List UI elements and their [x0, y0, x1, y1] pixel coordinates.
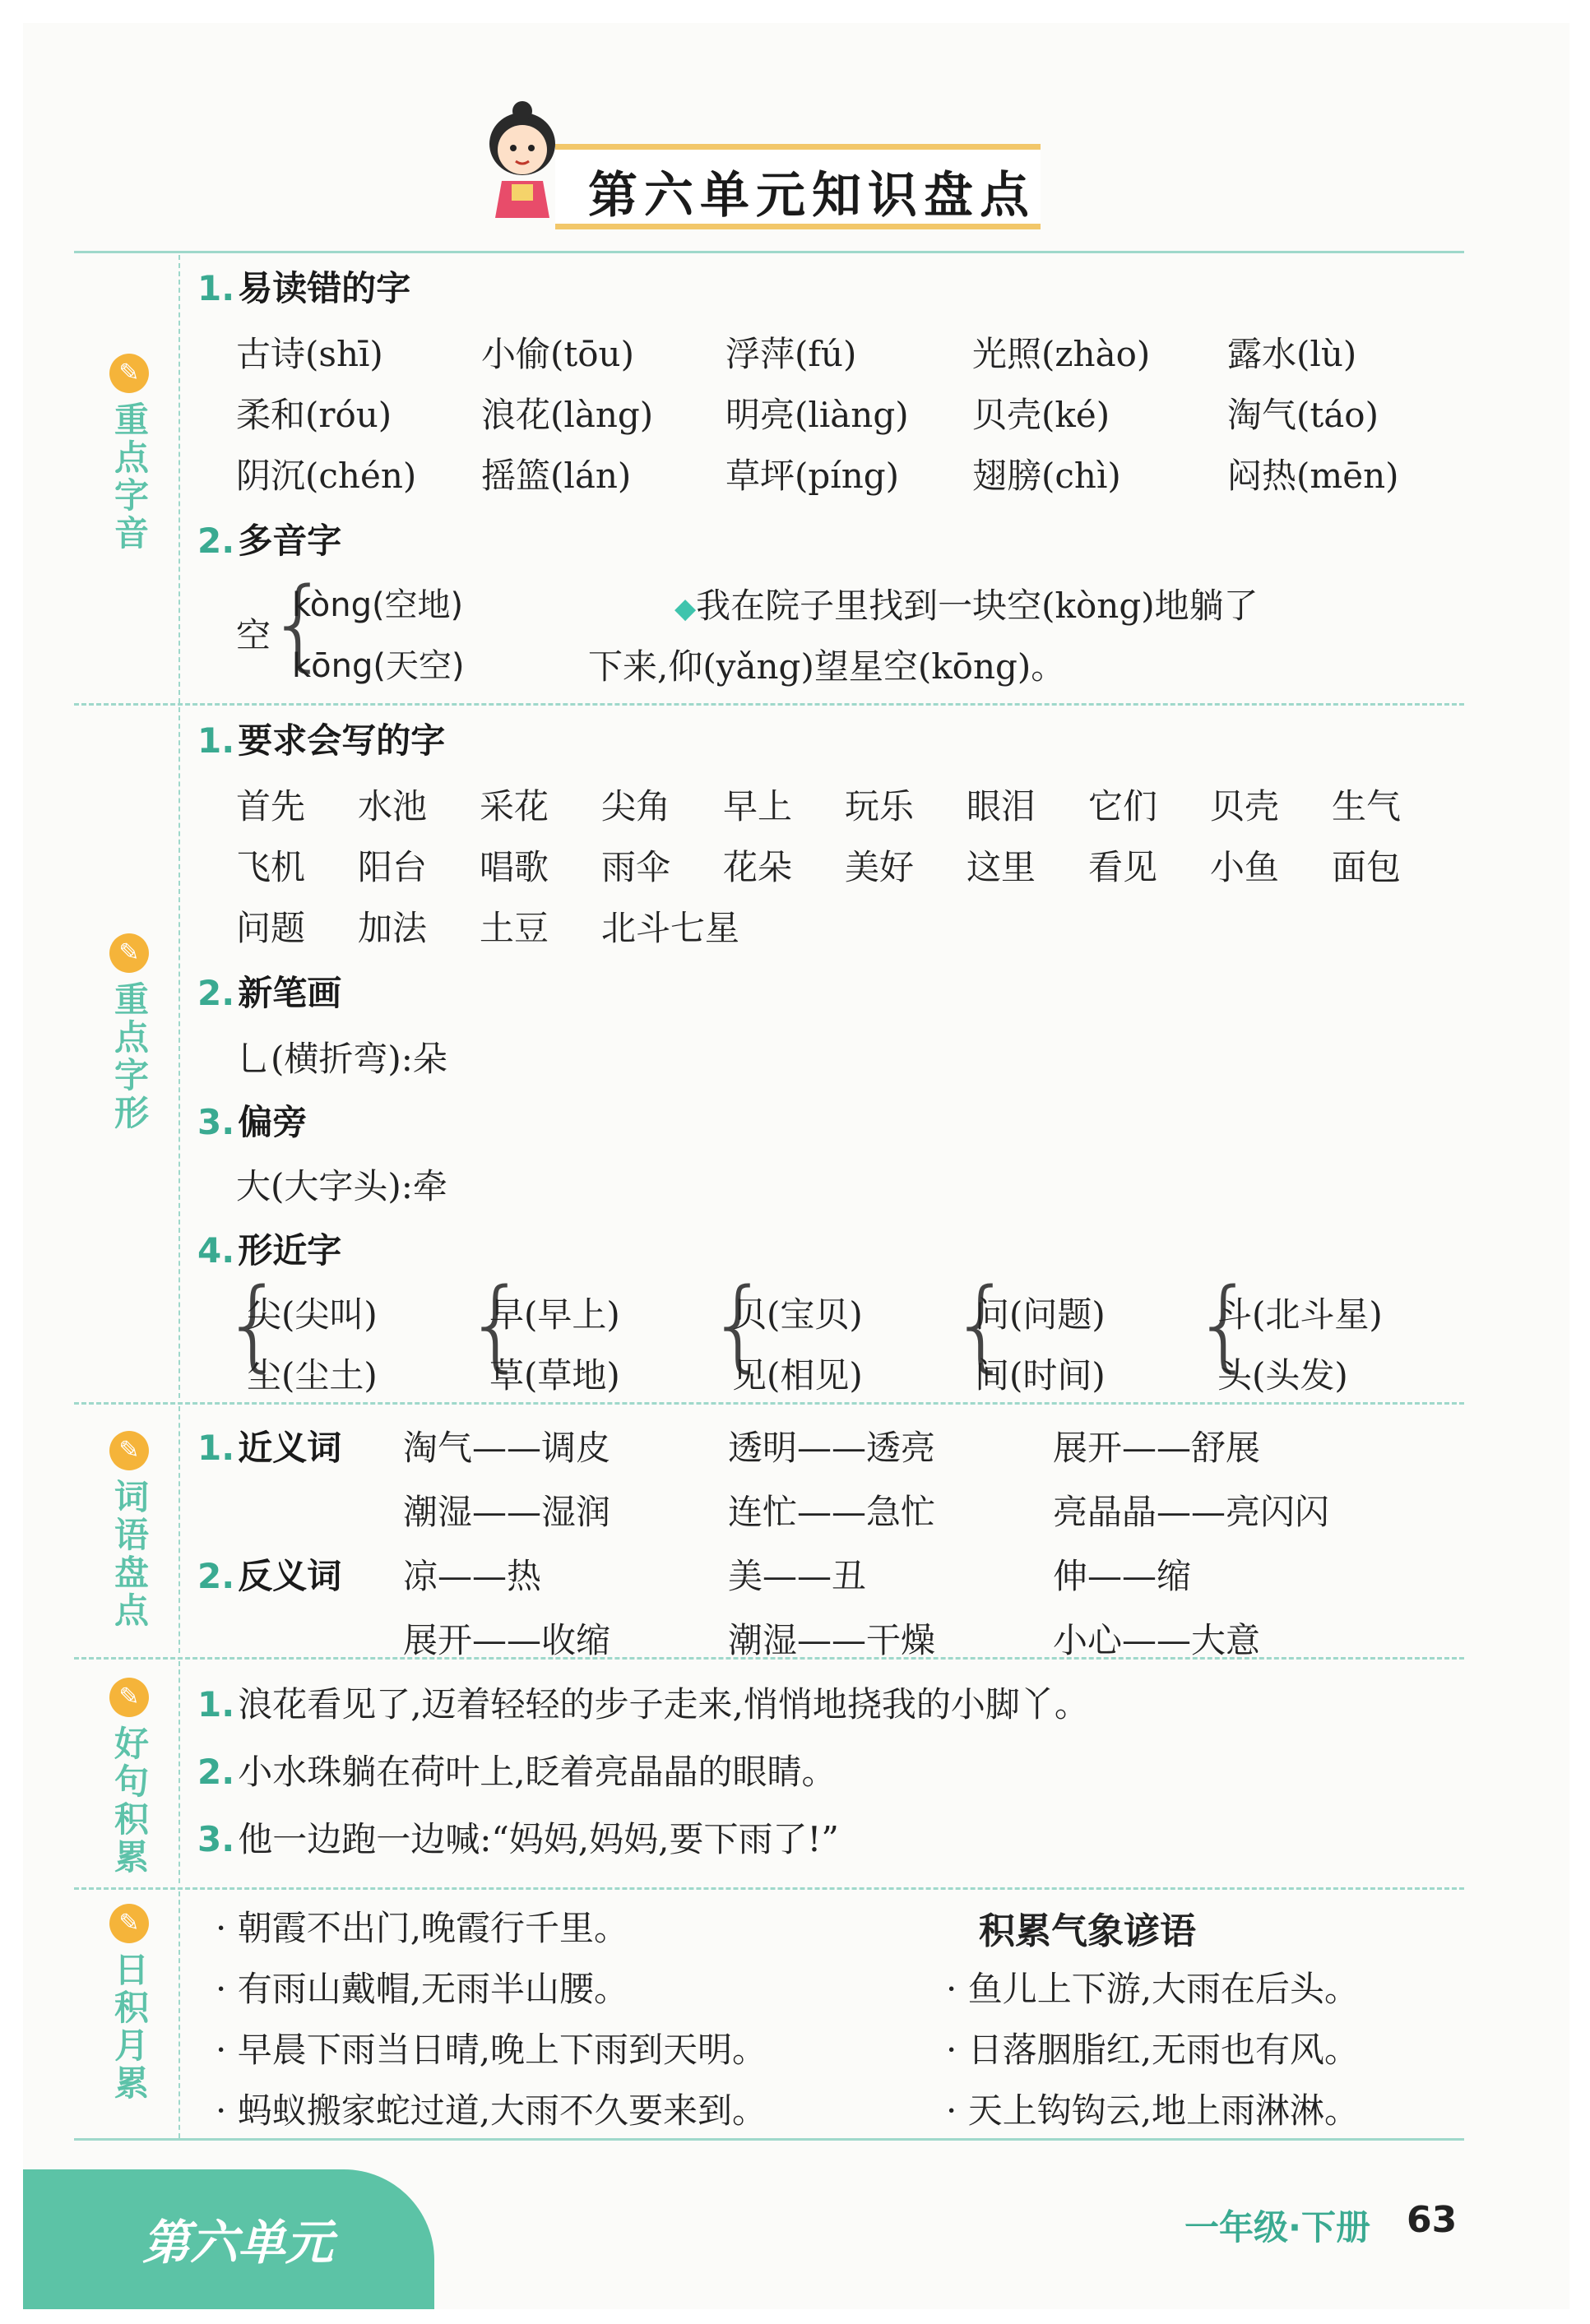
word: 看见 [1088, 847, 1158, 887]
proverb-right: · 鱼儿上下游,大雨在后头。 [946, 1969, 1360, 2009]
word: 美好 [845, 847, 915, 887]
proverb-right: · 天上钩钩云,地上雨淋淋。 [946, 2090, 1360, 2131]
side-tab-writing [78, 707, 180, 1398]
polyphone-example-line-1: ◆我在院子里找到一块空(kòng)地躺了 [674, 586, 1259, 626]
side-tab-vocab [78, 1406, 180, 1653]
word: 浪花(làng) [481, 395, 654, 435]
divider [74, 251, 1464, 253]
similar-char: 尖(尖叫) [247, 1294, 378, 1335]
similar-char: 贝(宝贝) [732, 1294, 863, 1335]
side-label: 日积月累 [114, 1950, 150, 2104]
word: 唱歌 [480, 847, 549, 887]
pencil-icon: ✎ [109, 1904, 149, 1943]
side-label: 好句积累 [114, 1724, 150, 1877]
divider [74, 1657, 1464, 1660]
word: 贝壳(ké) [972, 395, 1110, 435]
word: 生气 [1332, 786, 1402, 826]
synonym-pair: 潮湿——湿润 [403, 1492, 611, 1532]
divider [74, 703, 1464, 706]
divider [74, 1402, 1464, 1405]
side-tab-daily [78, 1891, 180, 2138]
word: 柔和(róu) [236, 395, 392, 435]
heading-easy-misread: 1.易读错的字 [197, 268, 411, 308]
polyphone-char: 空 [236, 615, 271, 655]
similar-char: 问(问题) [975, 1294, 1106, 1335]
antonym-pair: 小心——大意 [1053, 1620, 1261, 1660]
proverb-left: · 朝霞不出门,晚霞行千里。 [216, 1908, 629, 1948]
word: 加法 [358, 908, 428, 948]
word: 浮萍(fú) [725, 334, 857, 374]
word: 这里 [967, 847, 1036, 887]
word: 首先 [236, 786, 306, 826]
title-banner [477, 99, 1069, 225]
word: 古诗(shī) [236, 334, 383, 374]
word: 玩乐 [845, 786, 915, 826]
proverb-left: · 蚂蚁搬家蛇过道,大雨不久要来到。 [216, 2090, 767, 2131]
proverb-left: · 早晨下雨当日晴,晚上下雨到天明。 [216, 2030, 767, 2070]
word: 尖角 [601, 786, 671, 826]
word: 小偷(tōu) [481, 334, 634, 374]
sentence-1: 1.浪花看见了,迈着轻轻的步子走来,悄悄地挠我的小脚丫。 [197, 1684, 1089, 1724]
heading-polyphone: 2.多音字 [197, 521, 342, 561]
word: 雨伞 [601, 847, 671, 887]
proverb-left: · 有雨山戴帽,无雨半山腰。 [216, 1969, 629, 2009]
word: 淘气(táo) [1227, 395, 1379, 435]
page-title: 第六单元知识盘点 [588, 167, 1036, 225]
word: 问题 [236, 908, 306, 948]
word: 阴沉(chén) [236, 456, 417, 496]
similar-char: 早(早上) [489, 1294, 620, 1335]
side-label: 重点字音 [114, 400, 150, 553]
footer-unit-tab [23, 2169, 434, 2309]
brace: { [465, 1268, 528, 1382]
side-label: 重点字形 [114, 979, 150, 1133]
girl-avatar-icon [477, 99, 568, 222]
divider [74, 1887, 1464, 1890]
antonym-pair: 展开——收缩 [403, 1620, 611, 1660]
synonym-pair: 淘气——调皮 [403, 1428, 611, 1468]
synonym-pair: 展开——舒展 [1053, 1428, 1261, 1468]
antonym-pair: 美——丑 [728, 1556, 867, 1596]
similar-char: 见(相见) [732, 1355, 863, 1396]
antonym-pair: 潮湿——干燥 [728, 1620, 936, 1660]
heading-must-write: 1.要求会写的字 [197, 720, 446, 761]
footer-unit-label: 第六单元 [142, 2215, 334, 2271]
brace: { [1193, 1268, 1256, 1382]
word: 光照(zhào) [972, 334, 1151, 374]
word: 早上 [723, 786, 793, 826]
sentence-3: 3.他一边跑一边喊:“妈妈,妈妈,要下雨了!” [197, 1819, 839, 1859]
polyphone-reading-1: kòng(空地) [292, 586, 464, 624]
new-stroke: 乚(横折弯):朵 [236, 1039, 447, 1079]
pencil-icon: ✎ [109, 1431, 149, 1470]
polyphone-example-line-2: 下来,仰(yǎng)望星空(kōng)。 [588, 646, 1066, 687]
word: 阳台 [358, 847, 428, 887]
pencil-icon: ✎ [109, 1678, 149, 1717]
brace: { [707, 1268, 771, 1382]
similar-char: 尘(尘土) [247, 1355, 378, 1396]
heading-antonyms: 2.反义词 [197, 1556, 342, 1596]
word: 草坪(píng) [725, 456, 900, 496]
word: 明亮(liàng) [725, 395, 909, 435]
word: 花朵 [723, 847, 793, 887]
brace: { [950, 1268, 1013, 1382]
page-number: 63 [1407, 2199, 1458, 2241]
pencil-icon: ✎ [109, 354, 149, 393]
radical: 大(大字头):牵 [236, 1166, 447, 1206]
sentence-2: 2.小水珠躺在荷叶上,眨着亮晶晶的眼睛。 [197, 1752, 837, 1792]
footer-grade: 一年级·下册 [1184, 2207, 1370, 2248]
brace: { [267, 567, 331, 682]
side-tab-sentences [78, 1661, 180, 1883]
heading-similar-chars: 4.形近字 [197, 1230, 342, 1271]
proverb-right: · 日落胭脂红,无雨也有风。 [946, 2030, 1360, 2070]
word: 闷热(mēn) [1227, 456, 1399, 496]
word: 水池 [358, 786, 428, 826]
heading-synonyms: 1.近义词 [197, 1428, 342, 1468]
word: 飞机 [236, 847, 306, 887]
pencil-icon: ✎ [109, 933, 149, 973]
synonym-pair: 亮晶晶——亮闪闪 [1053, 1492, 1330, 1532]
synonym-pair: 透明——透亮 [728, 1428, 936, 1468]
word: 眼泪 [967, 786, 1036, 826]
word: 小鱼 [1210, 847, 1280, 887]
side-label: 词语盘点 [114, 1477, 150, 1631]
title-box [555, 144, 1041, 229]
side-tab-pronunciation [78, 255, 180, 703]
word: 采花 [480, 786, 549, 826]
similar-char: 头(头发) [1217, 1355, 1348, 1396]
similar-char: 草(草地) [489, 1355, 620, 1396]
antonym-pair: 伸——缩 [1053, 1556, 1192, 1596]
heading-radical: 3.偏旁 [197, 1102, 308, 1142]
word: 它们 [1088, 786, 1158, 826]
divider [74, 2138, 1464, 2141]
similar-char: 间(时间) [975, 1355, 1106, 1396]
word: 摇篮(lán) [481, 456, 632, 496]
diamond-icon: ◆ [674, 592, 697, 625]
weather-proverbs-title: 积累气象谚语 [979, 1910, 1196, 1952]
word: 翅膀(chì) [972, 456, 1121, 496]
synonym-pair: 连忙——急忙 [728, 1492, 936, 1532]
word: 北斗七星 [601, 908, 740, 948]
polyphone-reading-2: kōng(天空) [292, 647, 465, 685]
similar-char: 斗(北斗星) [1217, 1294, 1383, 1335]
word: 露水(lù) [1227, 334, 1357, 374]
word: 贝壳 [1210, 786, 1280, 826]
word: 面包 [1332, 847, 1402, 887]
brace: { [222, 1268, 285, 1382]
antonym-pair: 凉——热 [403, 1556, 542, 1596]
heading-new-stroke: 2.新笔画 [197, 973, 342, 1013]
word: 土豆 [480, 908, 549, 948]
